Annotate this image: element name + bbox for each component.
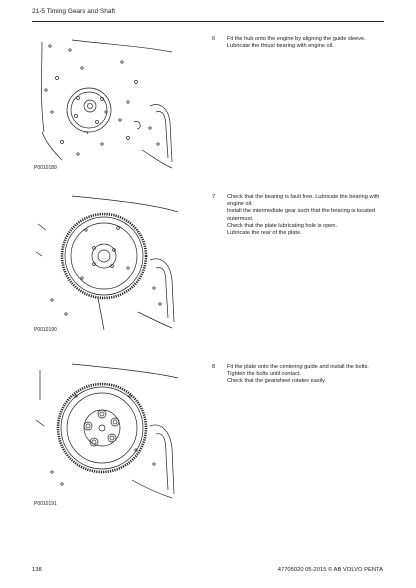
figure-plate-bolts — [32, 360, 182, 507]
step-number: 8 — [212, 364, 216, 370]
figure-intermediate-gear — [32, 190, 182, 333]
instruction-line: Check that the bearing is fault free. Lubricate the bearing with engine oil. — [227, 194, 380, 208]
page-number: 138 — [32, 567, 42, 573]
step-instructions — [227, 194, 381, 237]
instruction-line: Fit the hub onto the engine by aligning the guide sleeve. — [227, 36, 366, 42]
instruction-line: Install the intermediate gear such that the bearing is located outermost. — [227, 208, 376, 222]
step-number: 7 — [212, 194, 216, 200]
figure-id: P0010191 — [34, 501, 57, 507]
section-title: 21-5 Timing Gears and Shaft — [32, 8, 116, 15]
document-id: 47705020 05-2015 © AB VOLVO PENTA — [277, 567, 383, 573]
gear-illustration-2 — [32, 360, 182, 500]
step-number: 6 — [212, 36, 216, 42]
instruction-line: Lubricate the rear of the plate. — [227, 230, 302, 237]
page-header — [32, 5, 384, 22]
instruction-line: Lubricate the thrust bearing with engine oil. — [227, 43, 334, 50]
figure-id: P0010190 — [34, 327, 57, 333]
instruction-line: Check that the plate lubricating hole is open. — [227, 222, 338, 229]
instruction-line: Fit the plate onto the centering guide and install the bolts. Tighten the bolts until contact. — [227, 364, 369, 378]
hub-illustration — [32, 32, 182, 172]
instruction-line: Check that the gearwheel rotates easily. — [227, 378, 327, 385]
step-instructions — [227, 364, 381, 386]
gear-illustration-1 — [32, 190, 182, 330]
step-instructions — [227, 36, 381, 50]
figure-id: P0010189 — [34, 165, 57, 171]
figure-hub-engine — [32, 32, 182, 172]
